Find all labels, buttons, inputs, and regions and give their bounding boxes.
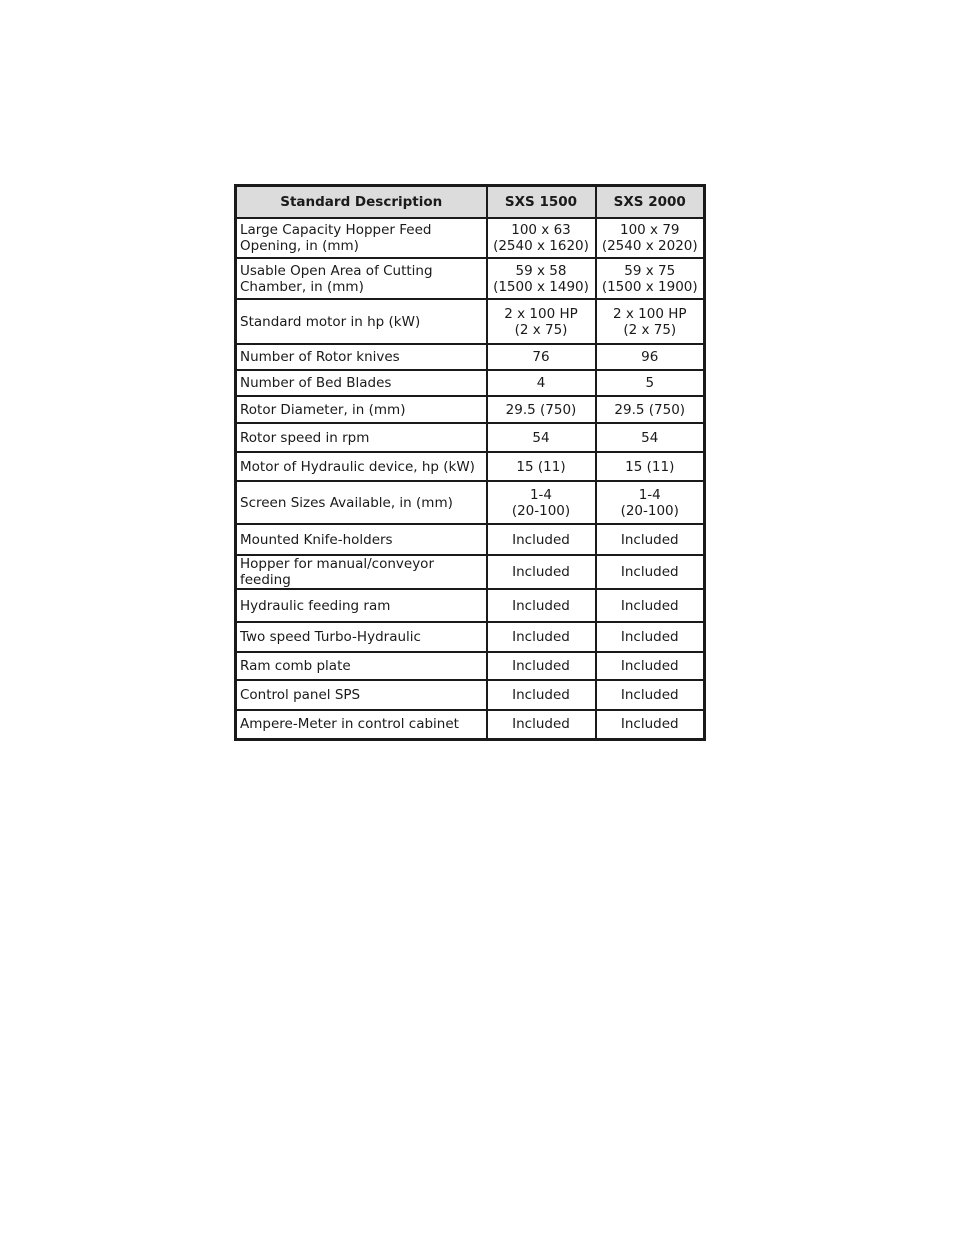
table-row (236, 555, 705, 589)
row-description: Motor of Hydraulic device, hp (kW) (236, 452, 487, 481)
row-value-sxs2000: Included (596, 524, 705, 555)
row-value-sxs1500: 15 (11) (487, 452, 596, 481)
row-value-sxs2000: 59 x 75 (1500 x 1900) (596, 258, 705, 299)
row-value-sxs1500: Included (487, 652, 596, 680)
row-value-sxs1500: Included (487, 710, 596, 739)
table-row (236, 622, 705, 652)
row-description: Rotor speed in rpm (236, 423, 487, 452)
table-row (236, 481, 705, 524)
row-value-sxs2000: 15 (11) (596, 452, 705, 481)
table-row (236, 299, 705, 344)
row-value-sxs2000: Included (596, 555, 705, 589)
row-value-sxs1500: 59 x 58 (1500 x 1490) (487, 258, 596, 299)
table-row (236, 423, 705, 452)
row-value-sxs1500: 29.5 (750) (487, 396, 596, 423)
row-description: Standard motor in hp (kW) (236, 299, 487, 344)
row-description: Screen Sizes Available, in (mm) (236, 481, 487, 524)
row-description: Number of Bed Blades (236, 370, 487, 396)
table-row (236, 524, 705, 555)
row-description: Hopper for manual/conveyor feeding (236, 555, 487, 589)
row-value-sxs1500: Included (487, 555, 596, 589)
row-description: Rotor Diameter, in (mm) (236, 396, 487, 423)
row-description: Large Capacity Hopper Feed Opening, in (mm) (236, 218, 487, 258)
row-value-sxs2000: Included (596, 589, 705, 622)
row-description: Usable Open Area of Cutting Chamber, in (mm) (236, 258, 487, 299)
spec-table (234, 184, 706, 741)
row-value-sxs1500: 2 x 100 HP (2 x 75) (487, 299, 596, 344)
row-value-sxs2000: 54 (596, 423, 705, 452)
table-row (236, 452, 705, 481)
row-description: Two speed Turbo-Hydraulic (236, 622, 487, 652)
row-value-sxs1500: 4 (487, 370, 596, 396)
table-row (236, 710, 705, 739)
row-value-sxs2000: Included (596, 622, 705, 652)
row-value-sxs1500: Included (487, 524, 596, 555)
table-row (236, 344, 705, 370)
row-value-sxs1500: Included (487, 589, 596, 622)
row-description: Mounted Knife-holders (236, 524, 487, 555)
row-description: Number of Rotor knives (236, 344, 487, 370)
row-value-sxs1500: 100 x 63 (2540 x 1620) (487, 218, 596, 258)
row-description: Control panel SPS (236, 680, 487, 710)
row-value-sxs2000: 1-4 (20-100) (596, 481, 705, 524)
column-header-sxs2000: SXS 2000 (596, 186, 705, 219)
table-row (236, 396, 705, 423)
row-value-sxs2000: 2 x 100 HP (2 x 75) (596, 299, 705, 344)
table-row (236, 258, 705, 299)
row-value-sxs2000: 5 (596, 370, 705, 396)
column-header-sxs1500: SXS 1500 (487, 186, 596, 219)
table-header-row (236, 186, 705, 219)
row-value-sxs2000: 100 x 79 (2540 x 2020) (596, 218, 705, 258)
row-value-sxs1500: 54 (487, 423, 596, 452)
row-value-sxs2000: Included (596, 652, 705, 680)
row-value-sxs2000: Included (596, 680, 705, 710)
row-value-sxs2000: 96 (596, 344, 705, 370)
row-description: Ram comb plate (236, 652, 487, 680)
table-row (236, 370, 705, 396)
table-row (236, 680, 705, 710)
row-value-sxs1500: 1-4 (20-100) (487, 481, 596, 524)
table-row (236, 589, 705, 622)
row-value-sxs2000: Included (596, 710, 705, 739)
row-value-sxs1500: Included (487, 680, 596, 710)
row-description: Hydraulic feeding ram (236, 589, 487, 622)
table-row (236, 218, 705, 258)
row-value-sxs1500: 76 (487, 344, 596, 370)
row-description: Ampere-Meter in control cabinet (236, 710, 487, 739)
row-value-sxs1500: Included (487, 622, 596, 652)
row-value-sxs2000: 29.5 (750) (596, 396, 705, 423)
column-header-description: Standard Description (236, 186, 487, 219)
table-row (236, 652, 705, 680)
